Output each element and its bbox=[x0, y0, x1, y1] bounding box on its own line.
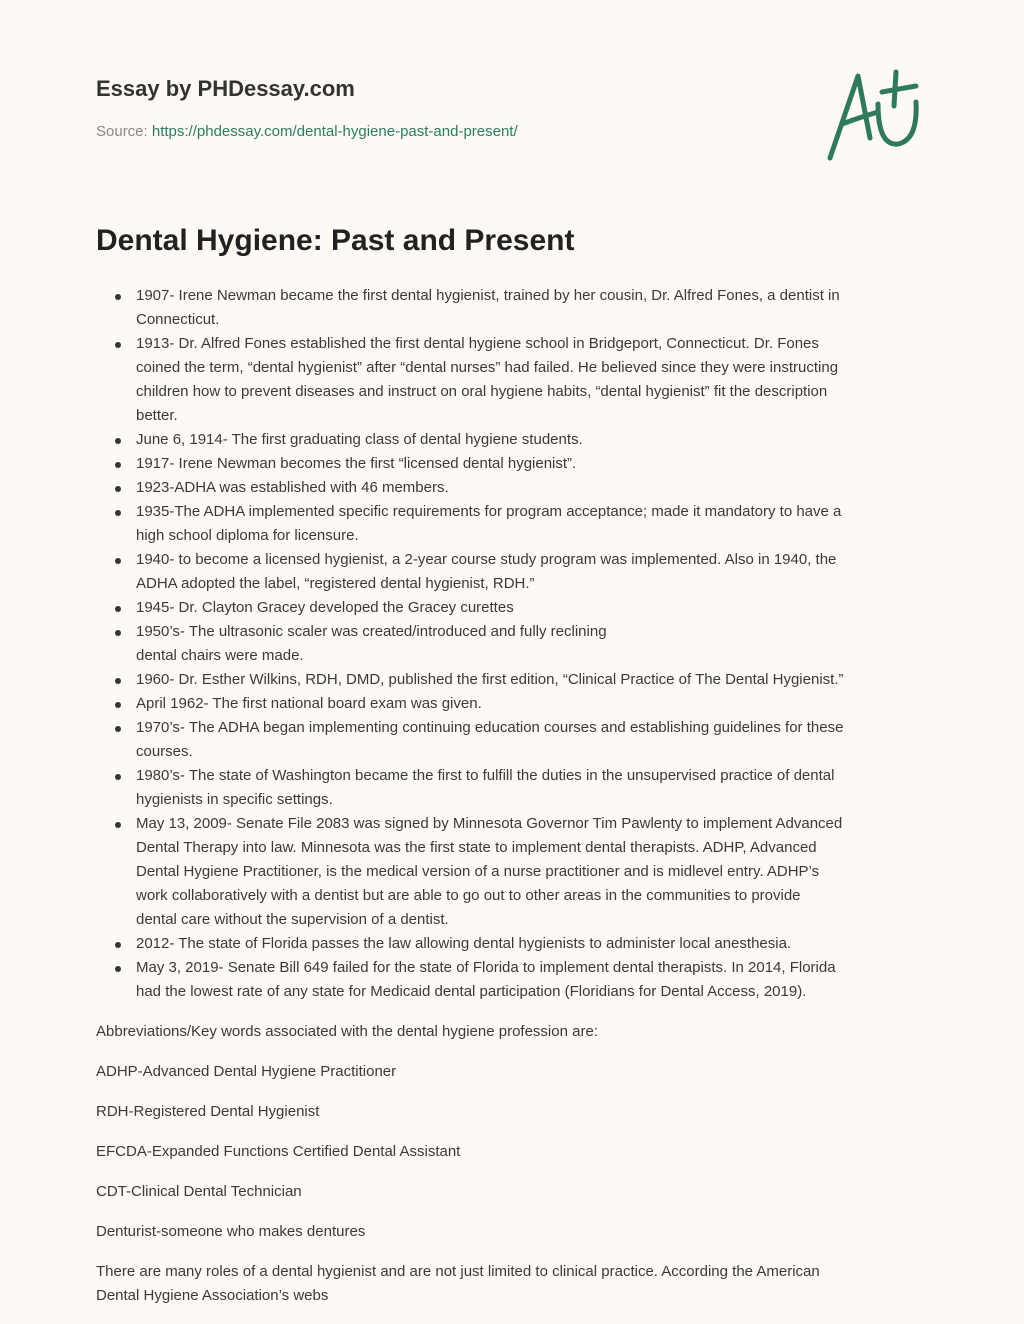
text-line: EFCDA-Expanded Functions Certified Dental Assistant bbox=[96, 1143, 461, 1160]
text-line: Dental Therapy into law. Minnesota was the first state to implement dental therapists. ADHP, Advanced bbox=[136, 839, 817, 856]
text-line: 1970’s- The ADHA began implementing continuing education courses and establishing guidelines for these bbox=[136, 719, 844, 736]
essay-title: Dental Hygiene: Past and Present bbox=[96, 224, 575, 257]
text-line: 1907- Irene Newman became the first dental hygienist, trained by her cousin, Dr. Alfred Fones, a dentist in bbox=[136, 287, 840, 304]
timeline-item bbox=[136, 476, 843, 500]
timeline-item bbox=[136, 956, 843, 1004]
timeline-item bbox=[136, 764, 843, 812]
timeline-item bbox=[136, 500, 843, 548]
timeline-item bbox=[136, 332, 843, 428]
text-line: 1923-ADHA was established with 46 members. bbox=[136, 479, 449, 496]
timeline-item bbox=[136, 596, 843, 620]
text-line: dental care without the supervision of a dentist. bbox=[136, 911, 449, 928]
paragraph bbox=[96, 1020, 820, 1044]
timeline-item bbox=[136, 428, 843, 452]
source-line bbox=[96, 123, 518, 140]
source-link[interactable]: https://phdessay.com/dental-hygiene-past-and-present/ bbox=[151, 123, 518, 140]
essay-body bbox=[96, 1020, 820, 1324]
text-line: better. bbox=[136, 407, 178, 424]
paragraph bbox=[96, 1140, 820, 1164]
timeline-item bbox=[136, 548, 843, 596]
text-line: hygienists in specific settings. bbox=[136, 791, 333, 808]
text-line: Dental Hygiene Practitioner, is the medical version of a nurse practitioner and is midlevel entry. ADHP’s bbox=[136, 863, 820, 880]
text-line: work collaboratively with a dentist but are able to go out to other areas in the communities to provide bbox=[136, 887, 801, 904]
text-line: June 6, 1914- The first graduating class of dental hygiene students. bbox=[136, 431, 583, 448]
paragraph bbox=[96, 1220, 820, 1244]
text-line: ADHP-Advanced Dental Hygiene Practitioner bbox=[96, 1063, 397, 1080]
text-line: CDT-Clinical Dental Technician bbox=[96, 1183, 302, 1200]
timeline-item bbox=[136, 620, 843, 668]
text-line: 1980’s- The state of Washington became the first to fulfill the duties in the unsupervised practice of dental bbox=[136, 767, 835, 784]
text-line: May 3, 2019- Senate Bill 649 failed for the state of Florida to implement dental therapists. In 2014, Florida bbox=[136, 959, 836, 976]
text-line: May 13, 2009- Senate File 2083 was signed by Minnesota Governor Tim Pawlenty to implement Advanced bbox=[136, 815, 843, 832]
paragraph bbox=[96, 1100, 820, 1124]
paragraph bbox=[96, 1180, 820, 1204]
text-line: Abbreviations/Key words associated with the dental hygiene profession are: bbox=[96, 1023, 598, 1040]
text-line: 1917- Irene Newman becomes the first “licensed dental hygienist”. bbox=[136, 455, 577, 472]
text-line: dental chairs were made. bbox=[136, 647, 304, 664]
timeline-item bbox=[136, 932, 843, 956]
text-line: Connecticut. bbox=[136, 311, 220, 328]
text-line: 1960- Dr. Esther Wilkins, RDH, DMD, published the first edition, “Clinical Practice of The Dental Hygienist.” bbox=[136, 671, 844, 688]
text-line: 1940- to become a licensed hygienist, a 2-year course study program was implemented. Also in 1940, the bbox=[136, 551, 837, 568]
text-line: ADHA adopted the label, “registered dental hygienist, RDH.” bbox=[136, 575, 535, 592]
paragraph bbox=[96, 1260, 820, 1308]
timeline-item bbox=[136, 716, 843, 764]
timeline-item bbox=[136, 692, 843, 716]
a-plus-logo-icon bbox=[818, 66, 928, 166]
text-line: 1945- Dr. Clayton Gracey developed the Gracey curettes bbox=[136, 599, 514, 616]
text-line: high school diploma for licensure. bbox=[136, 527, 359, 544]
timeline-item bbox=[136, 668, 843, 692]
text-line: RDH-Registered Dental Hygienist bbox=[96, 1103, 320, 1120]
timeline-item bbox=[136, 452, 843, 476]
text-line: 1935-The ADHA implemented specific requirements for program acceptance; made it mandatory to have a bbox=[136, 503, 842, 520]
text-line: courses. bbox=[136, 743, 193, 760]
text-line: There are many roles of a dental hygienist and are not just limited to clinical practice. According the American bbox=[96, 1263, 820, 1280]
timeline-item bbox=[136, 812, 843, 932]
text-line: had the lowest rate of any state for Medicaid dental participation (Floridians for Dental Access, 2019). bbox=[136, 983, 807, 1000]
site-brand: Essay by PHDessay.com bbox=[96, 76, 355, 101]
text-line: children how to prevent diseases and instruct on oral hygiene habits, “dental hygienist” fit the description bbox=[136, 383, 828, 400]
text-line: coined the term, “dental hygienist” after “dental nurses” had failed. He believed since they were instructing bbox=[136, 359, 839, 376]
text-line: Denturist-someone who makes dentures bbox=[96, 1223, 366, 1240]
text-line: April 1962- The first national board exam was given. bbox=[136, 695, 482, 712]
text-line: 1913- Dr. Alfred Fones established the first dental hygiene school in Bridgeport, Connecticut. Dr. Fones bbox=[136, 335, 819, 352]
source-label: Source: bbox=[96, 123, 152, 140]
timeline-list bbox=[96, 284, 843, 1004]
paragraph bbox=[96, 1060, 820, 1084]
text-line: Dental Hygiene Association’s webs bbox=[96, 1287, 329, 1304]
text-line: 2012- The state of Florida passes the law allowing dental hygienists to administer local anesthesia. bbox=[136, 935, 792, 952]
text-line: 1950’s- The ultrasonic scaler was created/introduced and fully reclining bbox=[136, 623, 607, 640]
timeline-item bbox=[136, 284, 843, 332]
